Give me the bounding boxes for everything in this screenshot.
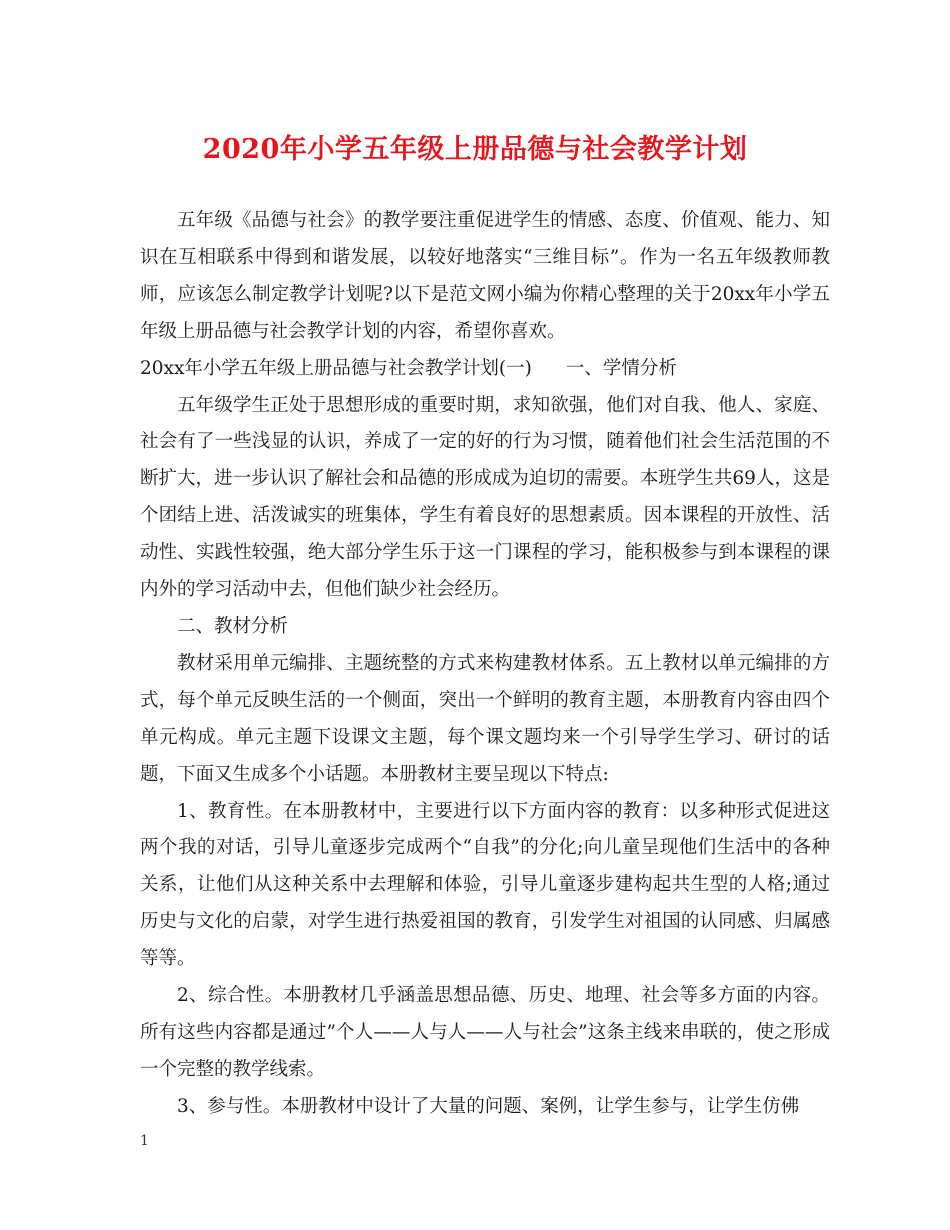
section2-paragraph: 教材采用单元编排、主题统整的方式来构建教材体系。五上教材以单元编排的方式，每个单元反映生活的一个侧面，突出一个鲜明的教育主题，本册教育内容由四个单元构成。单元主题下设课文主题，每个课文题均来一个引导学生学习、研讨的话题，下面又生成多个小话题。本册教材主要呈现以下特点: [140,652,830,785]
page-number: 1 [140,1133,149,1149]
document-title: 2020年小学五年级上册品德与社会教学计划 [202,134,748,165]
plan-heading: 20xx年小学五年级上册品德与社会教学计划(一) [140,357,532,379]
section1-paragraph: 五年级学生正处于思想形成的重要时期，求知欲强，他们对自我、他人、家庭、社会有了一些浅显的认识，养成了一定的好的行为习惯，随着他们社会生活范围的不断扩大，进一步认识了解社会和品德的形成成为迫切的需要。本班学生共69人，这是个团结上进、活泼诚实的班集体，学生有着良好的思想素质。因本课程的开放性、活动性、实践性较强，绝大部分学生乐于这一门课程的学习，能积极参与到本课程的课内外的学习活动中去，但他们缺少社会经历。 [140,394,830,601]
document-body [140,203,830,1126]
section1-heading: 一、学情分析 [565,357,677,379]
section2-heading: 二、教材分析 [177,615,289,637]
intro-paragraph: 五年级《品德与社会》的教学要注重促进学生的情感、态度、价值观、能力、知识在互相联系中得到和谐发展，以较好地落实“三维目标”。作为一名五年级教师教师，应该怎么制定教学计划呢?以下是范文网小编为你精心整理的关于20xx年小学五年级上册品德与社会教学计划的内容，希望你喜欢。 [140,210,830,342]
point1-paragraph: 1、教育性。在本册教材中，主要进行以下方面内容的教育：以多种形式促进这两个我的对话，引导儿童逐步完成两个“自我”的分化;向儿童呈现他们生活中的各种关系，让他们从这种关系中去理解和体验，引导儿童逐步建构起共生型的人格;通过历史与文化的启蒙，对学生进行热爱祖国的教育，引发学生对祖国的认同感、归属感等等。 [140,800,830,970]
point3-paragraph: 3、参与性。本册教材中设计了大量的问题、案例，让学生参与，让学生仿佛 [177,1095,800,1117]
point2-paragraph: 2、综合性。本册教材几乎涵盖思想品德、历史、地理、社会等多方面的内容。所有这些内容都是通过”个人——人与人——人与社会”这条主线来串联的，使之形成一个完整的教学线索。 [140,985,830,1080]
plan-heading-line [140,351,830,388]
